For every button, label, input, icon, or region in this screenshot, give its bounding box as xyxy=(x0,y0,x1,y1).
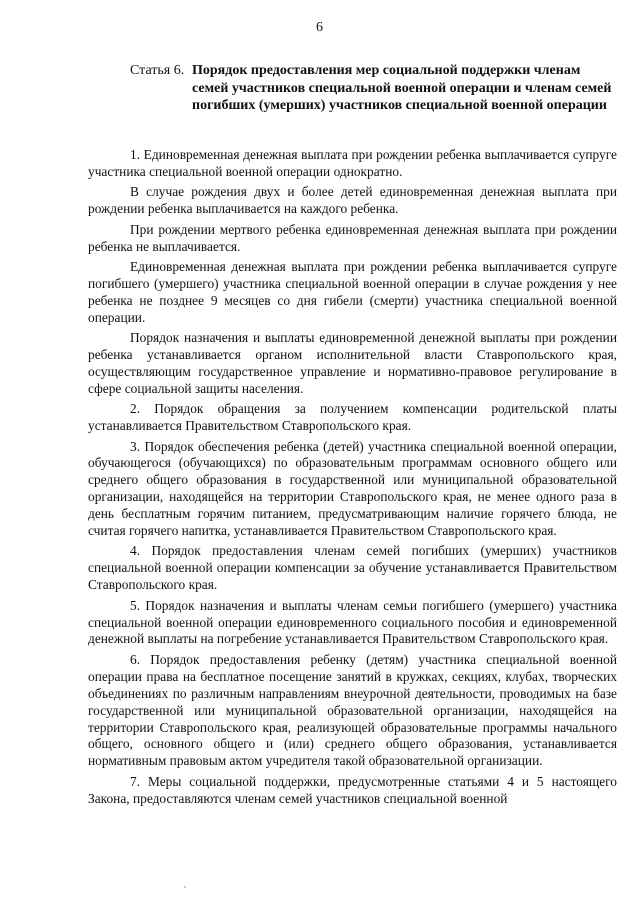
page-number: 6 xyxy=(316,20,323,35)
paragraph-8: 4. Порядок предоставления членам семей погибших (умерших) участников специальной военной операции компенсации за обучение устанавливается Правительством Ставропольского края. xyxy=(88,543,617,593)
paragraph-2: В случае рождения двух и более детей единовременная денежная выплата при рождении ребенка выплачивается на каждого ребенка. xyxy=(88,184,617,217)
paragraph-11: 7. Меры социальной поддержки, предусмотренные статьями 4 и 5 настоящего Закона, предоставляются членам семей участников специальной военной xyxy=(88,773,617,806)
scan-speck xyxy=(184,886,186,888)
article-title: Порядок предоставления мер социальной поддержки членам семей участников специальной военной операции и членам семей погибших (умерших) участников специальной военной операции xyxy=(192,63,612,113)
paragraph-9: 5. Порядок назначения и выплаты членам семьи погибшего (умершего) участника специальной военной операции единовременного социального пособия и единовременной денежной выплаты на погребение устанавливается Правительством Ставропольского края. xyxy=(88,597,617,647)
article-label: Статья 6. xyxy=(130,63,185,78)
article-body xyxy=(88,147,617,811)
paragraph-7: 3. Порядок обеспечения ребенка (детей) участника специальной военной операции, обучающегося (обучающихся) по образовательным программам основного общего или среднего общего образования в государственной или муниципальной образовательной организации, находящейся на территории Ставропольского края, не менее одного раза в день бесплатным горячим питанием, предусматривающим наличие горячего блюда, не считая горячего напитка, устанавливается Правительством Ставропольского края. xyxy=(88,438,617,539)
paragraph-3: При рождении мертвого ребенка единовременная денежная выплата при рождении ребенка не выплачивается. xyxy=(88,221,617,254)
paragraph-1: 1. Единовременная денежная выплата при рождении ребенка выплачивается супруге участника специальной военной операции однократно. xyxy=(88,147,617,179)
paragraph-5: Порядок назначения и выплаты единовременной денежной выплаты при рождении ребенка устанавливается органом исполнительной власти Ставропольского края, осуществляющим государственное управление и нормативно-правовое регулирование в сфере социальной защиты населения. xyxy=(88,330,617,396)
paragraph-4: Единовременная денежная выплата при рождении ребенка выплачивается супруге погибшего (умершего) участника специальной военной операции в случае рождения у нее ребенка не позднее 9 месяцев со дня гибели (смерти) участника специальной военной операции. xyxy=(88,258,617,325)
paragraph-10: 6. Порядок предоставления ребенку (детям) участника специальной военной операции права на бесплатное посещение занятий в кружках, секциях, клубах, творческих объединениях по различным направлениям внеурочной деятельности, проводимых на базе государственной или муниципальной образовательной организации, находящейся на территории Ставропольского края, реализующей образовательные программы начального общего, основного общего и (или) среднего общего образования, устанавливается нормативным правовым актом учредителя такой образовательной организации. xyxy=(88,651,617,769)
article-heading xyxy=(130,62,619,115)
paragraph-6: 2. Порядок обращения за получением компенсации родительской платы устанавливается Правительством Ставропольского края. xyxy=(88,401,617,434)
